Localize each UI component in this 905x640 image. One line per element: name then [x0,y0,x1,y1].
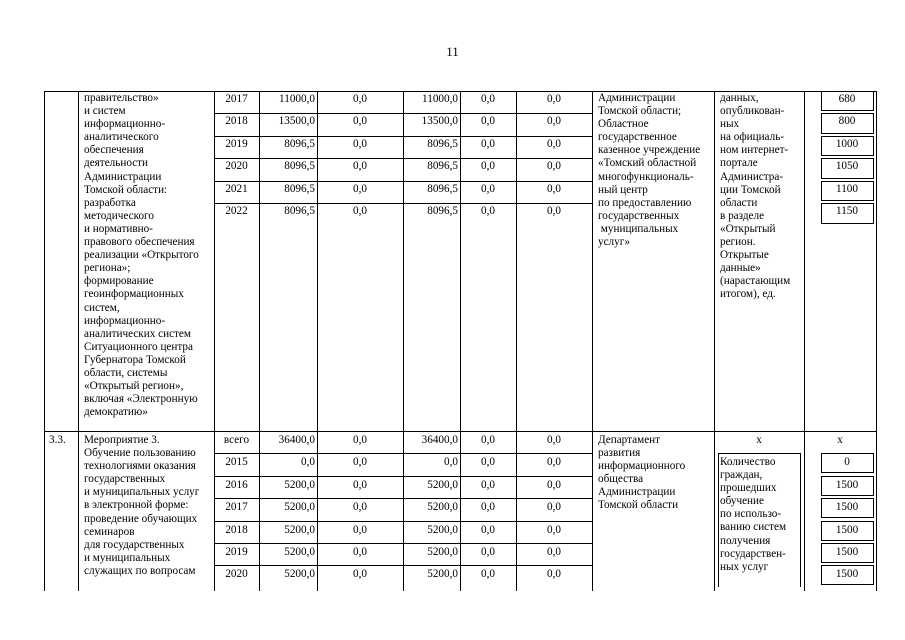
local-cell: 0,0 [481,115,495,127]
year-row-separator [214,521,593,522]
target-value: 680 [838,93,856,105]
federal-cell: 0,0 [353,160,367,172]
year-row-separator [214,453,593,454]
target-box-edge [821,136,874,137]
target-box-edge [821,472,874,473]
local-cell: 0,0 [481,205,495,217]
local-cell: 0,0 [481,501,495,513]
year-cell: 2019 [225,546,248,558]
target-box-edge [873,91,874,111]
target-box-edge [821,178,874,179]
year-cell: 2021 [225,183,248,195]
regional-cell: 8096,5 [427,160,458,172]
total-cell: 5200,0 [284,524,315,536]
target-box-edge [873,158,874,179]
local-cell: 0,0 [481,546,495,558]
year-row-separator [214,543,593,544]
year-cell: 2020 [225,160,248,172]
target-box-edge [821,203,874,204]
year-cell: 2015 [225,456,248,468]
executor-cell: Департамент развития информационного общества Администрации Томской области [598,434,686,512]
target-box-edge [821,223,874,224]
regional-cell: 5200,0 [427,524,458,536]
total-cell: 5200,0 [284,501,315,513]
federal-cell: 0,0 [353,93,367,105]
other-cell: 0,0 [547,93,561,105]
total-cell: 5200,0 [284,568,315,580]
target-value: 1050 [835,160,859,172]
local-cell: 0,0 [481,138,495,150]
other-cell: 0,0 [547,160,561,172]
year-cell: 2022 [225,205,248,217]
other-cell: 0,0 [547,501,561,513]
target-box-edge [821,476,874,477]
regional-cell: 5200,0 [427,479,458,491]
target-value: 1500 [835,524,859,536]
indicator-box-edge [800,453,801,587]
target-box-edge [821,181,874,182]
federal-cell: 0,0 [353,205,367,217]
regional-cell: 8096,5 [427,205,458,217]
column-divider [804,91,805,591]
year-cell: всего [223,434,250,446]
page-number: 11 [446,44,459,59]
year-row-separator [214,498,593,499]
year-row-separator [214,476,593,477]
federal-cell: 0,0 [353,479,367,491]
target-box-edge [821,498,874,499]
regional-cell: 8096,5 [427,183,458,195]
year-cell: 2019 [225,138,248,150]
target-value: 1150 [836,205,858,217]
other-cell: 0,0 [547,434,561,446]
target-box-edge [873,521,874,541]
local-cell: 0,0 [481,183,495,195]
regional-cell: 8096,5 [427,138,458,150]
regional-cell: 13500,0 [421,115,458,127]
total-cell: 36400,0 [278,434,315,446]
target-box-edge [873,136,874,156]
target-value: 0 [844,456,850,468]
year-cell: 2017 [225,501,248,513]
local-cell: 0,0 [481,160,495,172]
target-value: 1100 [836,183,858,195]
target-box-edge [821,521,874,522]
federal-cell: 0,0 [353,501,367,513]
target-box-edge [873,498,874,518]
column-divider [876,91,877,591]
year-cell: 2017 [225,93,248,105]
year-cell: 2018 [225,115,248,127]
indicator-box-edge [718,453,719,587]
other-cell: 0,0 [547,205,561,217]
other-cell: 0,0 [547,115,561,127]
other-cell: 0,0 [547,479,561,491]
regional-cell: 5200,0 [427,568,458,580]
executor-cell: Администрации Томской области; Областное государственное казенное учреждение «Томский областной многофункциональ- ный центр по предоставлению государственных муниципальных услуг» [598,92,701,249]
federal-cell: 0,0 [353,568,367,580]
regional-cell: 36400,0 [421,434,458,446]
local-cell: 0,0 [481,479,495,491]
target-box-edge [873,453,874,473]
target-box-edge [873,543,874,563]
federal-cell: 0,0 [353,456,367,468]
column-divider [78,91,79,591]
other-cell: 0,0 [547,183,561,195]
federal-cell: 0,0 [353,546,367,558]
regional-cell: 5200,0 [427,501,458,513]
target-box-edge [821,91,874,92]
indicator-placeholder: х [756,434,762,446]
local-cell: 0,0 [481,524,495,536]
federal-cell: 0,0 [353,183,367,195]
total-cell: 0,0 [301,456,315,468]
regional-cell: 0,0 [444,456,458,468]
total-cell: 5200,0 [284,479,315,491]
other-cell: 0,0 [547,524,561,536]
target-value: 1500 [835,501,859,513]
total-cell: 5200,0 [284,546,315,558]
target-box-edge [821,155,874,156]
target-box-edge [821,517,874,518]
target-box-edge [873,476,874,496]
local-cell: 0,0 [481,93,495,105]
column-divider [403,91,404,591]
regional-cell: 11000,0 [422,93,458,105]
target-box-edge [821,540,874,541]
year-cell: 2018 [225,524,248,536]
target-box-edge [873,181,874,201]
target-box-edge [873,565,874,585]
target-box-edge [873,113,874,134]
row-number: 3.3. [49,434,66,446]
target-placeholder: х [837,434,843,446]
year-cell: 2016 [225,479,248,491]
total-cell: 13500,0 [278,115,315,127]
target-value: 800 [838,115,856,127]
total-cell: 11000,0 [279,93,315,105]
target-box-edge [821,113,874,114]
year-row-separator [214,158,593,159]
other-cell: 0,0 [547,568,561,580]
target-box-edge [821,133,874,134]
target-box-edge [821,543,874,544]
target-value: 1500 [835,568,859,580]
target-box-edge [821,565,874,566]
indicator-cell: данных, опубликован- ных на официаль- ном интернет- портале Администра- ции Томской области в разделе «Открытый регион. Открытые данные» (нарастающим итогом), ед. [720,92,791,301]
other-cell: 0,0 [547,456,561,468]
total-cell: 8096,5 [284,205,315,217]
year-row-separator [214,203,593,204]
total-cell: 8096,5 [284,160,315,172]
target-value: 1000 [835,138,859,150]
table-left-border [44,91,45,591]
indicator-box-edge [718,453,801,454]
column-divider [592,91,593,591]
measure-description: правительство» и систем информационно- аналитического обеспечения деятельности Администрации Томской области: разработка методического и нормативно- правового обеспечения реализации «Открытого региона»; формирование геоинформационных систем, информационно- аналитических систем Ситуационного центра Губернатора Томской области, системы «Открытый регион», включая «Электронную демократию» [84,92,199,419]
year-cell: 2020 [225,568,248,580]
other-cell: 0,0 [547,546,561,558]
local-cell: 0,0 [481,456,495,468]
federal-cell: 0,0 [353,524,367,536]
total-cell: 8096,5 [284,183,315,195]
federal-cell: 0,0 [353,138,367,150]
federal-cell: 0,0 [353,115,367,127]
target-box-edge [821,562,874,563]
target-box-edge [821,200,874,201]
target-box-edge [821,158,874,159]
target-value: 1500 [835,546,859,558]
measure-description: Мероприятие 3. Обучение пользованию технологиями оказания государственных и муниципальных услуг в электронной форме: проведение обучающих семинаров для государственных и муниципальных служащих по вопросам [84,434,200,577]
year-row-separator [214,136,593,137]
year-row-separator [214,113,593,114]
indicator-cell: Количество граждан, прошедших обучение по использо- ванию систем получения государствен- ных услуг [720,456,787,573]
target-box-edge [821,453,874,454]
federal-cell: 0,0 [353,434,367,446]
local-cell: 0,0 [481,434,495,446]
target-box-edge [821,495,874,496]
year-row-separator [214,565,593,566]
total-cell: 8096,5 [284,138,315,150]
target-box-edge [821,584,874,585]
local-cell: 0,0 [481,568,495,580]
target-value: 1500 [835,479,859,491]
target-box-edge [821,110,874,111]
column-divider [714,91,715,591]
target-box-edge [873,203,874,224]
year-row-separator [214,181,593,182]
other-cell: 0,0 [547,138,561,150]
regional-cell: 5200,0 [427,546,458,558]
column-divider [259,91,260,591]
